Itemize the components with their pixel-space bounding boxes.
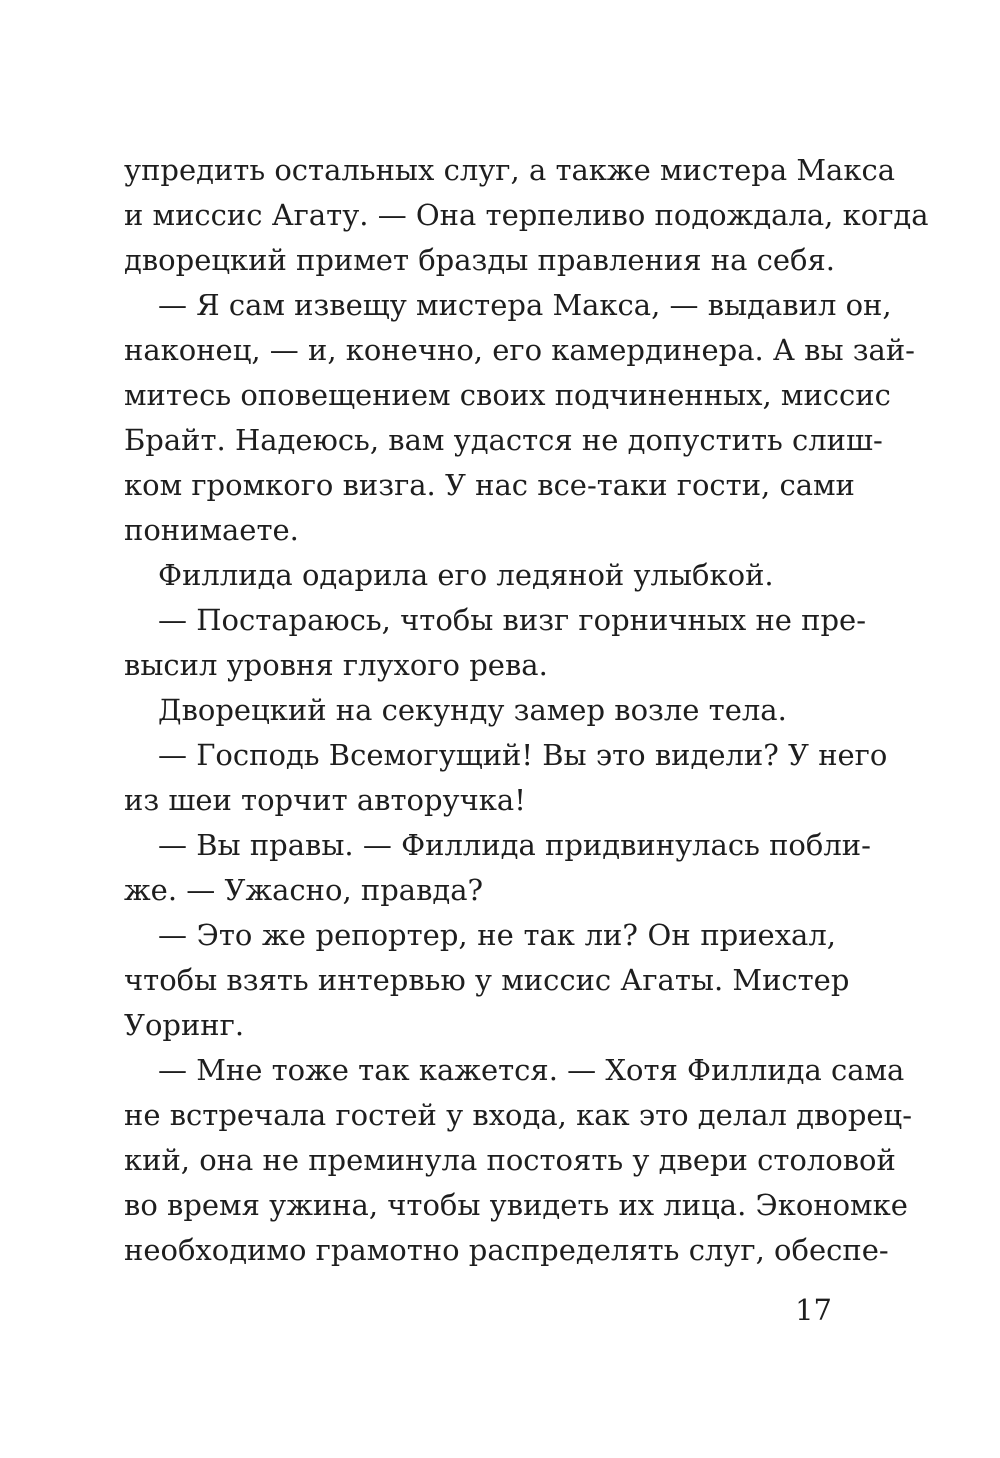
text-line-14: — Господь Всемогущий! Вы это видели? У него [158, 738, 888, 772]
text-line-16: — Вы правы. — Филлида придвинулась побли- [158, 828, 871, 862]
text-line-24: во время ужина, чтобы увидеть их лица. Экономке [124, 1188, 908, 1222]
page-number: 17 [795, 1293, 832, 1327]
text-line-15: из шеи торчит авторучка! [124, 783, 526, 817]
text-line-2: и миссис Агату. — Она терпеливо подождала, когда [124, 198, 929, 232]
text-line-5: наконец, — и, конечно, его камердинера. А вы зай- [124, 333, 915, 367]
text-line-18: — Это же репортер, не так ли? Он приехал, [158, 918, 836, 952]
text-line-23: кий, она не преминула постоять у двери столовой [124, 1143, 896, 1177]
text-line-13: Дворецкий на секунду замер возле тела. [158, 693, 787, 727]
text-line-6: митесь оповещением своих подчиненных, миссис [124, 378, 891, 412]
text-line-11: — Постараюсь, чтобы визг горничных не пре- [158, 603, 867, 637]
text-line-4: — Я сам извещу мистера Макса, — выдавил он, [158, 288, 892, 322]
text-line-22: не встречала гостей у входа, как это делал дворец- [124, 1098, 912, 1132]
body-text [124, 148, 929, 1273]
text-line-17: же. — Ужасно, правда? [124, 873, 484, 907]
text-line-7: Брайт. Надеюсь, вам удастся не допустить слиш- [124, 423, 883, 457]
text-line-21: — Мне тоже так кажется. — Хотя Филлида сама [158, 1053, 905, 1087]
text-line-20: Уоринг. [124, 1008, 245, 1042]
text-line-12: высил уровня глухого рева. [124, 648, 548, 682]
text-line-10: Филлида одарила его ледяной улыбкой. [158, 558, 774, 592]
text-line-8: ком громкого визга. У нас все-таки гости, сами [124, 468, 855, 502]
text-line-19: чтобы взять интервью у миссис Агаты. Мистер [124, 963, 850, 997]
text-line-9: понимаете. [124, 513, 299, 547]
text-line-25: необходимо грамотно распределять слуг, обеспе- [124, 1233, 889, 1267]
text-line-1: упредить остальных слуг, а также мистера Макса [124, 153, 896, 187]
text-line-3: дворецкий примет бразды правления на себя. [124, 243, 835, 277]
